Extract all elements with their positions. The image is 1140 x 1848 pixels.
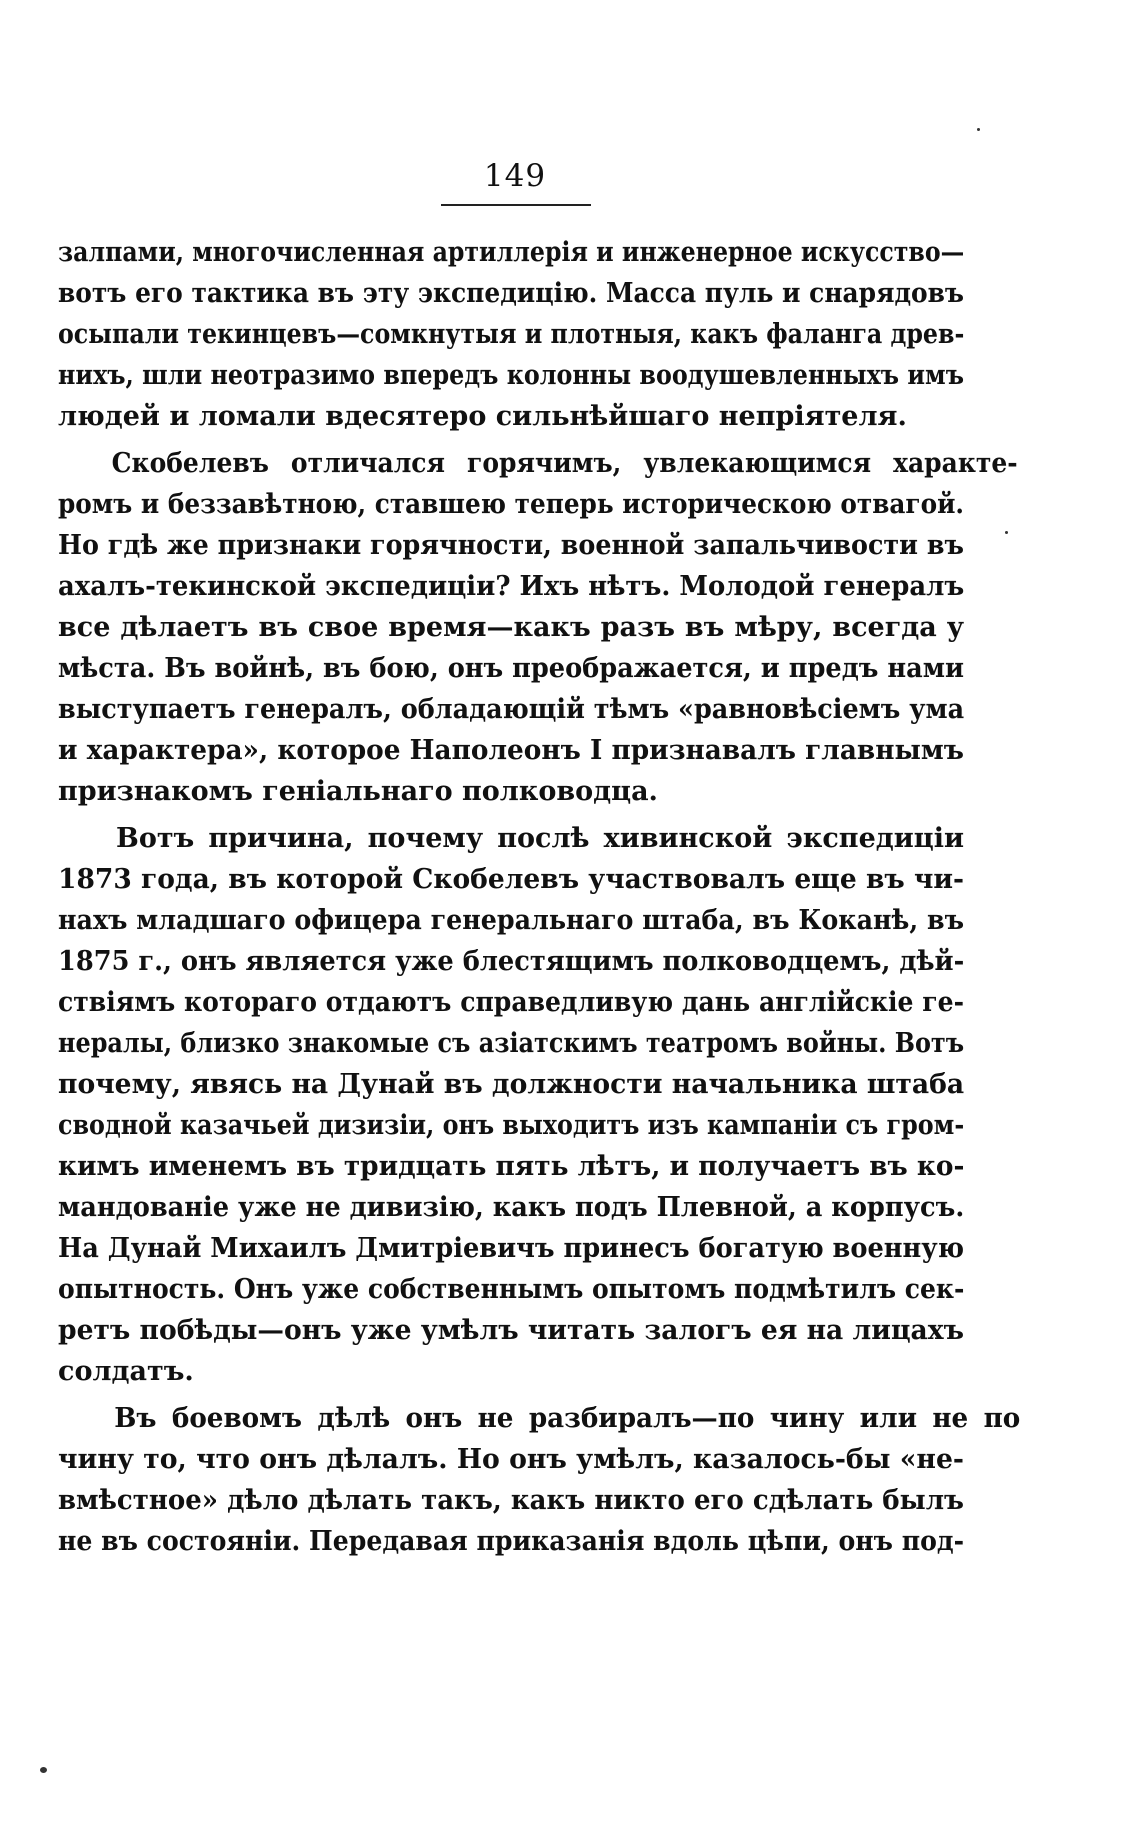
text-line: ромъ и беззавѣтною, ставшею теперь историческою отвагой. [58,489,965,520]
text-line: почему, явясь на Дунай въ должности начальника штаба [58,1069,965,1100]
scan-speck [40,1767,47,1773]
text-line: Но гдѣ же признаки горячности, военной запальчивости въ [58,530,964,561]
text-line: нахъ младшаго офицера генеральнаго штаба, въ Коканѣ, въ [58,905,965,936]
text-line: кимъ именемъ въ тридцать пять лѣтъ, и получаетъ въ ко- [58,1151,965,1182]
text-line: мандованіе уже не дивизію, какъ подъ Плевной, а корпусъ. [58,1192,965,1223]
text-line: Вотъ причина, почему послѣ хивинской экспедиціи [116,823,964,854]
text-line: осыпали текинцевъ—сомкнутыя и плотныя, какъ фаланга древ- [58,319,965,350]
text-line: залпами, многочисленная артиллерія и инженерное искусство— [58,237,965,268]
page-number: 149 [483,158,547,194]
text-line: 1875 г., онъ является уже блестящимъ полководцемъ, дѣй- [58,946,965,977]
scan-speck [977,128,980,131]
text-line: опытность. Онъ уже собственнымъ опытомъ подмѣтилъ сек- [58,1274,965,1305]
text-line: ствіямъ котораго отдаютъ справедливую дань англійскіе ге- [58,987,965,1018]
text-line: ретъ побѣды—онъ уже умѣлъ читать залогъ ея на лицахъ [58,1315,964,1346]
text-line: признакомъ геніальнаго полководца. [58,776,658,807]
text-line: вмѣстное» дѣло дѣлать такъ, какъ никто его сдѣлать былъ [58,1485,964,1516]
paragraph-3 [58,818,964,1392]
paragraph-2 [58,443,1018,812]
text-line: 1873 года, въ которой Скобелевъ участвовалъ еще въ чи- [58,864,965,895]
text-line: не въ состояніи. Передавая приказанія вдоль цѣпи, онъ под- [58,1526,965,1557]
text-line: Въ боевомъ дѣлѣ онъ не разбиралъ—по чину или не по [114,1403,1021,1434]
text-line: ахалъ-текинской экспедиціи? Ихъ нѣтъ. Молодой генералъ [58,571,965,602]
text-line: Скобелевъ отличался горячимъ, увлекающимся характе- [111,448,1018,479]
body-text [58,232,1021,1562]
text-line: выступаетъ генералъ, обладающій тѣмъ «равновѣсіемъ ума [58,694,965,725]
paragraph-4 [58,1398,1021,1562]
scan-speck [1005,531,1008,534]
text-line: солдатъ. [58,1356,194,1387]
text-line: вотъ его тактика въ эту экспедицію. Масса пуль и снарядовъ [58,278,965,309]
text-line: нералы, близко знакомые съ азіатскимъ театромъ войны. Вотъ [58,1028,965,1059]
text-line: мѣста. Въ войнѣ, въ бою, онъ преображается, и предъ нами [58,653,965,684]
text-line: нихъ, шли неотразимо впередъ колонны воодушевленныхъ имъ [58,360,964,391]
text-line: чину то, что онъ дѣлалъ. Но онъ умѣлъ, казалось-бы «не- [58,1444,964,1475]
text-line: все дѣлаетъ въ свое время—какъ разъ въ мѣру, всегда у [58,612,964,643]
page-number-rule [441,204,591,206]
text-line: и характера», которое Наполеонъ I признавалъ главнымъ [58,735,964,766]
text-line: сводной казачьей дизизіи, онъ выходитъ изъ кампаніи съ гром- [58,1110,965,1141]
text-line: На Дунай Михаилъ Дмитріевичъ принесъ богатую военную [58,1233,965,1264]
paragraph-1 [58,232,964,437]
text-line: людей и ломали вдесятеро сильнѣйшаго непріятеля. [58,401,907,432]
